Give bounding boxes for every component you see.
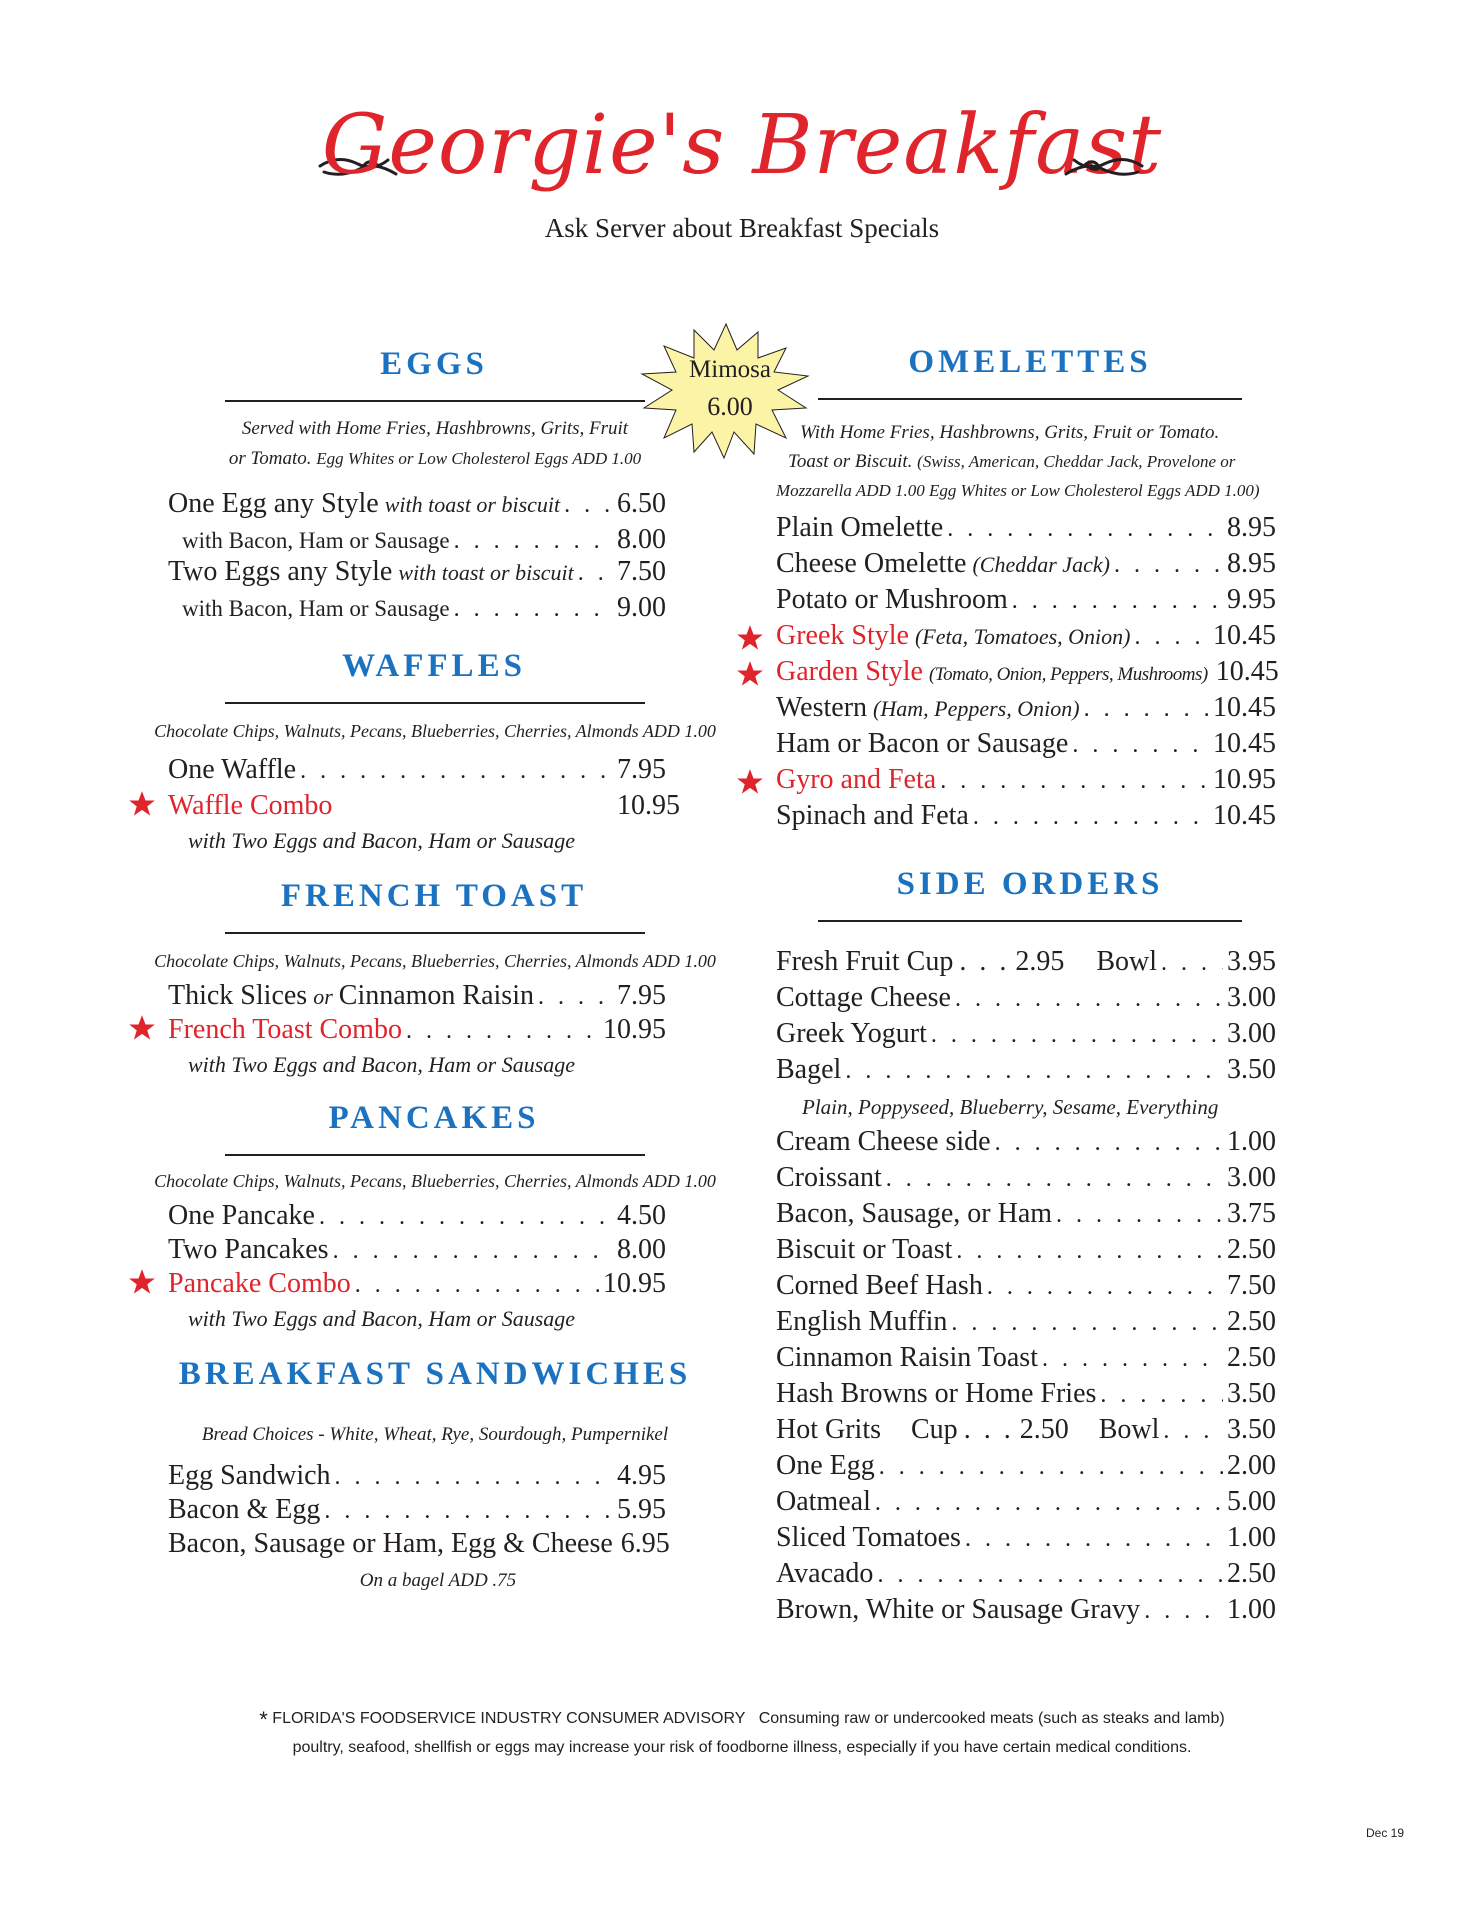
- item-price: 8.95: [1227, 512, 1276, 543]
- bagel-note: Plain, Poppyseed, Blueberry, Sesame, Everything: [802, 1095, 1219, 1119]
- dot-leader: [877, 1562, 1223, 1589]
- item-price: 1.00: [1227, 1522, 1276, 1553]
- dot-leader: [973, 804, 1209, 831]
- omelettes-note-line3: Mozzarella ADD 1.00 Egg Whites or Low Cholesterol Eggs ADD 1.00): [776, 481, 1260, 500]
- item-price: 10.45: [1213, 692, 1276, 723]
- omelettes-note-line2b: (Swiss, American, Cheddar Jack, Provelone or: [917, 452, 1236, 471]
- menu-item-thick-slices: [168, 980, 666, 1016]
- item-price: 3.75: [1227, 1198, 1276, 1229]
- item-label-b: Cinnamon Raisin: [338, 980, 534, 1011]
- dot-leader: [1012, 588, 1223, 615]
- cup-price: 2.95: [1015, 946, 1065, 977]
- item-label: Western: [776, 692, 868, 723]
- star-icon: [128, 1268, 156, 1296]
- dot-leader: [454, 528, 613, 555]
- eggs-divider: [225, 400, 645, 402]
- bowl-price: 3.95: [1227, 946, 1276, 977]
- item-label: Pancake Combo: [168, 1268, 351, 1299]
- pancakes-heading: PANCAKES: [328, 1100, 540, 1136]
- menu-item-side: [776, 1270, 1276, 1306]
- item-desc: (Tomato, Onion, Peppers, Mushrooms): [928, 664, 1208, 685]
- omelettes-heading: OMELETTES: [908, 344, 1152, 380]
- menu-item-one-egg: [168, 488, 666, 524]
- menu-item-omelette: [776, 620, 1276, 656]
- waffles-divider: [225, 702, 645, 704]
- dot-leader: [1100, 1382, 1223, 1409]
- omelettes-divider: [818, 398, 1242, 400]
- item-price: 7.50: [617, 556, 666, 587]
- eggs-note-line2b: Egg Whites or Low Cholesterol Eggs ADD 1.00: [316, 449, 642, 468]
- item-label: Croissant: [776, 1162, 882, 1193]
- item-label: Waffle Combo: [168, 790, 333, 821]
- item-price: 1.00: [1227, 1126, 1276, 1157]
- pancakes-divider: [225, 1154, 645, 1156]
- pancakes-note: Chocolate Chips, Walnuts, Pecans, Blueberries, Cherries, Almonds ADD 1.00: [154, 1171, 716, 1191]
- menu-item-waffle-combo: [168, 790, 680, 826]
- menu-item-side: [776, 1378, 1276, 1414]
- item-label: Bacon, Sausage, or Ham: [776, 1198, 1053, 1229]
- item-label: One Pancake: [168, 1200, 315, 1231]
- waffles-note: Chocolate Chips, Walnuts, Pecans, Blueberries, Cherries, Almonds ADD 1.00: [154, 721, 716, 741]
- dot-leader: [931, 1022, 1223, 1049]
- item-price: 10.95: [1213, 764, 1276, 795]
- menu-item-omelette: [776, 584, 1276, 620]
- menu-item-side: [776, 982, 1276, 1018]
- star-icon: [736, 768, 764, 796]
- item-label: with Bacon, Ham or Sausage: [182, 528, 450, 553]
- advisory-line1: [0, 1705, 1484, 1734]
- item-label: Greek Style: [776, 620, 909, 651]
- french-toast-note: Chocolate Chips, Walnuts, Pecans, Blueberries, Cherries, Almonds ADD 1.00: [154, 951, 716, 971]
- dot-leader: [940, 768, 1209, 795]
- menu-item-fresh-fruit: [776, 946, 1276, 982]
- dot-leader: [333, 1238, 613, 1265]
- menu-item-omelette: [776, 656, 1279, 692]
- menu-item-omelette: [776, 728, 1276, 764]
- menu-item-omelette: [776, 764, 1276, 800]
- dot-leader: [324, 1498, 613, 1525]
- dot-leader: [578, 560, 613, 587]
- item-label: Fresh Fruit Cup: [776, 946, 954, 977]
- item-price: 5.95: [617, 1494, 666, 1525]
- menu-item-bacon-egg: [168, 1494, 666, 1530]
- item-label: One Egg any Style: [168, 488, 379, 519]
- dot-leader: [1161, 950, 1223, 977]
- item-price: 9.95: [1227, 584, 1276, 615]
- item-price: 7.95: [617, 754, 666, 785]
- item-label: Cottage Cheese: [776, 982, 951, 1013]
- item-label: Potato or Mushroom: [776, 584, 1008, 615]
- dot-leader: [955, 986, 1223, 1013]
- item-label: Cream Cheese side: [776, 1126, 991, 1157]
- menu-item-side: [776, 1594, 1276, 1630]
- dot-leader: [355, 1272, 599, 1299]
- item-price: 2.00: [1227, 1450, 1276, 1481]
- menu-item-side: [776, 1234, 1276, 1270]
- dot-leader: [1134, 624, 1209, 651]
- page-subtitle: Ask Server about Breakfast Specials: [544, 213, 940, 243]
- item-desc: with toast or biscuit: [384, 492, 561, 517]
- dot-leader: [875, 1490, 1223, 1517]
- item-price: 3.50: [1227, 1054, 1276, 1085]
- menu-item-bacon-sausage-ham: [168, 1528, 670, 1564]
- menu-item-one-waffle: [168, 754, 666, 790]
- dot-leader: [538, 984, 613, 1011]
- item-price: 2.50: [1227, 1234, 1276, 1265]
- dot-leader: [886, 1166, 1223, 1193]
- dot-leader: [1056, 1202, 1223, 1229]
- star-icon: [736, 624, 764, 652]
- menu-item-french-toast-combo: [168, 1014, 666, 1050]
- omelettes-note: [776, 418, 1296, 505]
- omelettes-note-line1: With Home Fries, Hashbrowns, Grits, Fruit or Tomato.: [800, 422, 1220, 443]
- item-label: with Bacon, Ham or Sausage: [182, 596, 450, 621]
- menu-item-one-pancake: [168, 1200, 666, 1236]
- star-icon: [128, 790, 156, 818]
- item-price: 9.00: [617, 592, 666, 623]
- eggs-heading: EGGS: [380, 346, 488, 382]
- bowl-label: Bowl: [1098, 1414, 1160, 1445]
- item-label: Two Eggs any Style: [168, 556, 393, 587]
- sandwiches-heading: BREAKFAST SANDWICHES: [178, 1356, 692, 1392]
- dot-leader: [1042, 1346, 1223, 1373]
- dot-leader: [300, 758, 613, 785]
- item-label: Hash Browns or Home Fries: [776, 1378, 1097, 1409]
- item-price: 8.00: [617, 524, 666, 555]
- item-label: Oatmeal: [776, 1486, 871, 1517]
- item-label: Brown, White or Sausage Gravy: [776, 1594, 1141, 1625]
- item-label: Two Pancakes: [168, 1234, 329, 1265]
- menu-item-side: [776, 1306, 1276, 1342]
- side-orders-heading: SIDE ORDERS: [896, 866, 1164, 902]
- bowl-label: Bowl: [1096, 946, 1158, 977]
- menu-item-side: [776, 1198, 1276, 1234]
- menu-item-omelette: [776, 800, 1276, 836]
- advisory-line2: poultry, seafood, shellfish or eggs may increase your risk of foodborne illness, especially if you have certain medical conditions.: [292, 1739, 1192, 1756]
- item-price: 1.00: [1227, 1594, 1276, 1625]
- dot-leader: . . .: [963, 1414, 1014, 1445]
- item-label: Greek Yogurt: [776, 1018, 927, 1049]
- item-label: Bacon & Egg: [168, 1494, 321, 1525]
- item-price: 4.95: [617, 1460, 666, 1491]
- item-price: 6.95: [620, 1528, 670, 1559]
- asterisk: *: [259, 1707, 268, 1732]
- item-label: Gyro and Feta: [776, 764, 937, 795]
- item-label: Egg Sandwich: [168, 1460, 331, 1491]
- eggs-note-line2a: or Tomato.: [228, 448, 312, 469]
- waffles-heading: WAFFLES: [342, 648, 526, 684]
- eggs-note: [170, 414, 700, 474]
- page-title: Georgie's Breakfast: [321, 98, 1163, 193]
- item-price: 6.50: [617, 488, 666, 519]
- menu-item-hot-grits: [776, 1414, 1276, 1450]
- item-desc: (Ham, Peppers, Onion): [873, 696, 1080, 721]
- star-icon: [736, 660, 764, 688]
- french-toast-combo-sub: with Two Eggs and Bacon, Ham or Sausage: [188, 1052, 576, 1077]
- omelettes-note-line2a: Toast or Biscuit.: [788, 451, 913, 472]
- menu-item-side: [776, 1558, 1276, 1594]
- waffle-combo-sub: with Two Eggs and Bacon, Ham or Sausage: [188, 828, 576, 853]
- item-label: Garden Style: [776, 656, 923, 687]
- cup-price: 2.50: [1019, 1414, 1069, 1445]
- item-price: 3.50: [1227, 1378, 1276, 1409]
- bowl-price: 3.50: [1227, 1414, 1276, 1445]
- item-label: French Toast Combo: [168, 1014, 402, 1045]
- menu-item-side: [776, 1522, 1276, 1558]
- item-price: 5.00: [1227, 1486, 1276, 1517]
- item-label: Ham or Bacon or Sausage: [776, 728, 1069, 759]
- item-price: 10.95: [617, 790, 680, 821]
- sandwiches-footnote: On a bagel ADD .75: [359, 1570, 517, 1591]
- item-price: 8.95: [1227, 548, 1276, 579]
- dot-leader: [454, 596, 613, 623]
- item-price: 2.50: [1227, 1342, 1276, 1373]
- advisory-text1: Consuming raw or undercooked meats (such as steaks and lamb): [758, 1710, 1225, 1727]
- dot-leader: [335, 1464, 613, 1491]
- menu-item-one-egg-meat: [182, 524, 666, 560]
- item-label: Spinach and Feta: [776, 800, 969, 831]
- menu-item-side: [776, 1486, 1276, 1522]
- mimosa-price: 6.00: [707, 392, 753, 421]
- menu-item-omelette: [776, 548, 1276, 584]
- item-label: Corned Beef Hash: [776, 1270, 983, 1301]
- pancake-combo-sub: with Two Eggs and Bacon, Ham or Sausage: [188, 1306, 576, 1331]
- dot-leader: [995, 1130, 1223, 1157]
- item-desc: (Feta, Tomatoes, Onion): [914, 624, 1131, 649]
- dot-leader: [951, 1310, 1223, 1337]
- item-price: 8.00: [617, 1234, 666, 1265]
- menu-item-egg-sandwich: [168, 1460, 666, 1496]
- item-price: 10.95: [603, 1014, 666, 1045]
- item-label: One Waffle: [168, 754, 297, 785]
- dot-leader: [1114, 552, 1223, 579]
- menu-item-side: [776, 1054, 1276, 1090]
- sandwiches-note: Bread Choices - White, Wheat, Rye, Sourdough, Pumpernikel: [201, 1424, 669, 1445]
- item-label: One Egg: [776, 1450, 875, 1481]
- item-label: Sliced Tomatoes: [776, 1522, 961, 1553]
- right-flourish-icon: [1062, 150, 1144, 186]
- cup-label: Cup: [911, 1414, 958, 1445]
- menu-item-side: [776, 1450, 1276, 1486]
- dot-leader: [1072, 732, 1209, 759]
- item-label: Cinnamon Raisin Toast: [776, 1342, 1038, 1373]
- dot-leader: [947, 516, 1223, 543]
- item-price: 3.00: [1227, 1018, 1276, 1049]
- menu-item-side: [776, 1018, 1276, 1054]
- item-price: 3.00: [1227, 1162, 1276, 1193]
- menu-item-omelette: [776, 512, 1276, 548]
- dot-leader: [1163, 1418, 1223, 1445]
- item-price: 10.45: [1213, 800, 1276, 831]
- item-label: English Muffin: [776, 1306, 948, 1337]
- dot-leader: [1084, 696, 1209, 723]
- item-label: Biscuit or Toast: [776, 1234, 953, 1265]
- star-icon: [128, 1014, 156, 1042]
- advisory-title: FLORIDA'S FOODSERVICE INDUSTRY CONSUMER ADVISORY: [272, 1710, 746, 1727]
- item-price: 10.95: [603, 1268, 666, 1299]
- item-label-a: Thick Slices: [168, 980, 308, 1011]
- dot-leader: [845, 1058, 1223, 1085]
- item-label: Avacado: [776, 1558, 874, 1589]
- dot-leader: . . .: [959, 946, 1010, 977]
- item-price: 10.45: [1215, 656, 1279, 687]
- side-orders-divider: [818, 920, 1242, 922]
- item-price: 2.50: [1227, 1558, 1276, 1589]
- dot-leader: [564, 492, 613, 519]
- item-price: 10.45: [1213, 728, 1276, 759]
- dot-leader: [987, 1274, 1223, 1301]
- item-price: 10.45: [1213, 620, 1276, 651]
- dot-leader: [406, 1018, 599, 1045]
- item-label-or: or: [313, 984, 333, 1009]
- item-label: Cheese Omelette: [776, 548, 967, 579]
- item-price: 2.50: [1227, 1306, 1276, 1337]
- eggs-note-line2: [170, 444, 700, 474]
- dot-leader: [319, 1204, 613, 1231]
- date-code: Dec 19: [1366, 1826, 1405, 1840]
- item-price: 4.50: [617, 1200, 666, 1231]
- menu-item-side: [776, 1126, 1276, 1162]
- menu-item-side: [776, 1342, 1276, 1378]
- item-label: Hot Grits: [776, 1414, 881, 1445]
- mimosa-label: Mimosa: [689, 356, 771, 383]
- dot-leader: [879, 1454, 1223, 1481]
- item-price: 7.95: [617, 980, 666, 1011]
- dot-leader: [965, 1526, 1223, 1553]
- omelettes-note-line2: [776, 447, 1296, 476]
- menu-item-pancake-combo: [168, 1268, 666, 1304]
- consumer-advisory: [0, 1705, 1484, 1762]
- dot-leader: [956, 1238, 1223, 1265]
- item-label: Bacon, Sausage or Ham, Egg & Cheese: [168, 1528, 613, 1559]
- menu-item-two-eggs-meat: [182, 592, 666, 628]
- menu-item-two-pancakes: [168, 1234, 666, 1270]
- item-price: 7.50: [1227, 1270, 1276, 1301]
- item-desc: (Cheddar Jack): [972, 552, 1110, 577]
- item-label: Bagel: [776, 1054, 842, 1085]
- french-toast-divider: [225, 932, 645, 934]
- item-price: 3.00: [1227, 982, 1276, 1013]
- dot-leader: [1144, 1598, 1223, 1625]
- item-desc: with toast or biscuit: [398, 560, 574, 585]
- item-label: Plain Omelette: [776, 512, 944, 543]
- menu-item-omelette: [776, 692, 1276, 728]
- menu-item-two-eggs: [168, 556, 666, 592]
- french-toast-heading: FRENCH TOAST: [280, 878, 588, 914]
- eggs-note-line1: Served with Home Fries, Hashbrowns, Grits, Fruit: [241, 418, 629, 439]
- menu-item-side: [776, 1162, 1276, 1198]
